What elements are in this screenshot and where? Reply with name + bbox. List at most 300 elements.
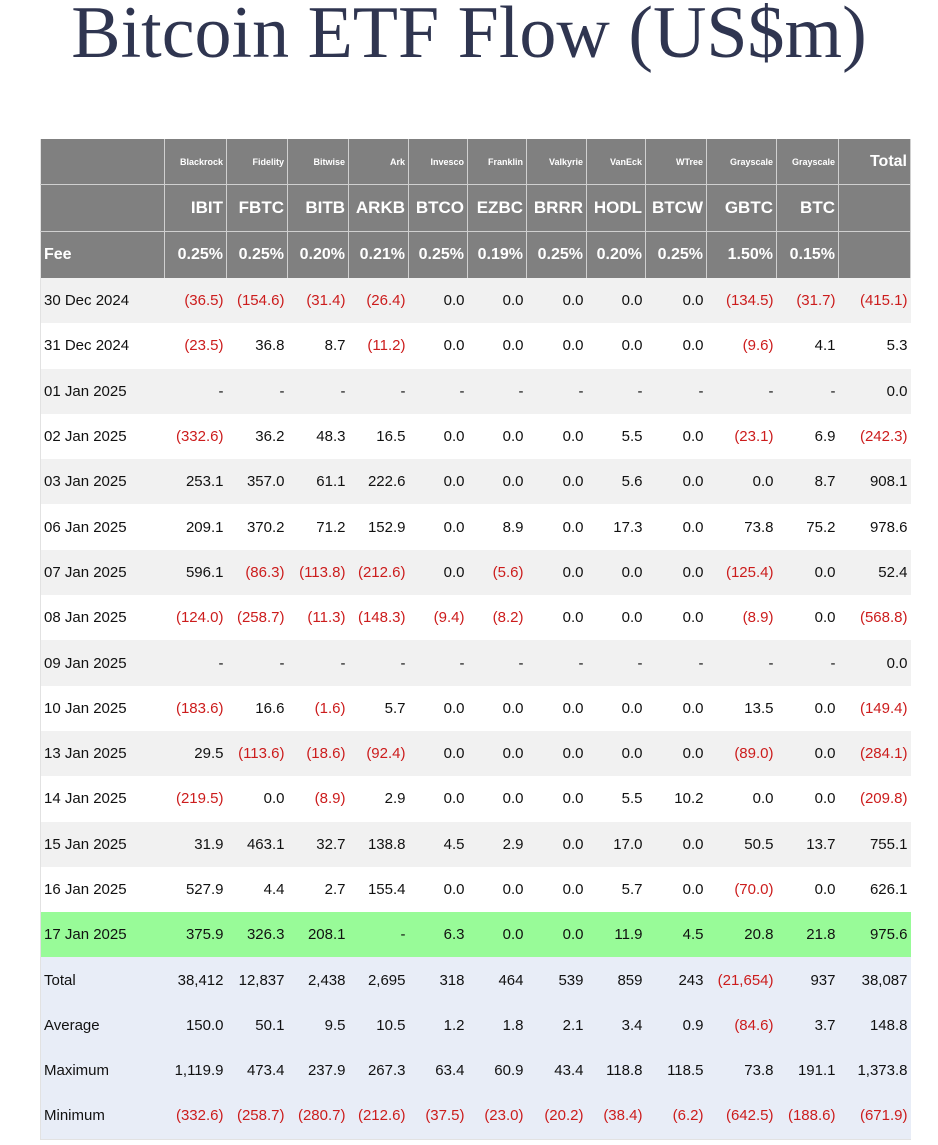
flow-cell: (1.6) [288, 686, 349, 731]
flow-cell: (11.2) [349, 323, 409, 368]
flow-cell: 0.0 [409, 278, 468, 323]
flow-cell: (219.5) [165, 776, 227, 821]
flow-cell: 0.0 [777, 550, 839, 595]
summary-cell: (38.4) [587, 1093, 646, 1139]
table-row [41, 323, 911, 368]
flow-cell: 2.7 [288, 867, 349, 912]
flow-cell: 0.0 [777, 867, 839, 912]
flow-cell: 0.0 [527, 867, 587, 912]
issuer-header-cell: VanEck [587, 139, 646, 185]
flow-cell: 16.5 [349, 414, 409, 459]
flow-cell: (31.4) [288, 278, 349, 323]
summary-cell: (20.2) [527, 1093, 587, 1139]
flow-cell: (36.5) [165, 278, 227, 323]
issuer-header-cell: Blackrock [165, 139, 227, 185]
flow-cell-label: 14 Jan 2025 [41, 776, 165, 821]
flow-cell: 36.8 [227, 323, 288, 368]
fee-cell [839, 232, 911, 279]
flow-cell: - [587, 369, 646, 414]
flow-cell: 0.0 [646, 550, 707, 595]
fee-cell: 0.20% [587, 232, 646, 279]
flow-cell: 0.0 [646, 731, 707, 776]
summary-cell: 60.9 [468, 1048, 527, 1093]
flow-cell: 50.5 [707, 822, 777, 867]
summary-cell: 937 [777, 957, 839, 1002]
flow-cell: (23.5) [165, 323, 227, 368]
flow-cell: (9.6) [707, 323, 777, 368]
page-title: Bitcoin ETF Flow (US$m) [71, 0, 867, 74]
flow-cell: 0.0 [527, 912, 587, 957]
flow-cell: 755.1 [839, 822, 911, 867]
table-row [41, 867, 911, 912]
flow-cell: - [165, 369, 227, 414]
summary-cell: 3.7 [777, 1003, 839, 1048]
flow-cell-label: 31 Dec 2024 [41, 323, 165, 368]
etf-flow-table [40, 139, 911, 1140]
flow-cell: 36.2 [227, 414, 288, 459]
flow-cell: 0.0 [587, 278, 646, 323]
flow-cell: 978.6 [839, 504, 911, 549]
ticker-header-cell-label [41, 185, 165, 232]
table-row [41, 776, 911, 821]
flow-cell: 0.0 [646, 278, 707, 323]
flow-cell: 31.9 [165, 822, 227, 867]
flow-cell: 0.0 [646, 686, 707, 731]
flow-cell: (258.7) [227, 595, 288, 640]
flow-cell: 0.0 [527, 731, 587, 776]
flow-cell: (125.4) [707, 550, 777, 595]
flow-cell: 2.9 [349, 776, 409, 821]
flow-cell: 0.0 [468, 414, 527, 459]
flow-cell: 20.8 [707, 912, 777, 957]
summary-cell: (84.6) [707, 1003, 777, 1048]
fee-cell: 0.19% [468, 232, 527, 279]
flow-cell: 0.0 [527, 278, 587, 323]
flow-cell: 0.0 [707, 776, 777, 821]
flow-cell: 0.0 [409, 414, 468, 459]
flow-cell: 4.4 [227, 867, 288, 912]
summary-cell: 859 [587, 957, 646, 1002]
flow-cell: 73.8 [707, 504, 777, 549]
table-row [41, 278, 911, 323]
flow-cell: - [349, 369, 409, 414]
flow-cell: 0.0 [527, 504, 587, 549]
summary-cell: 2,695 [349, 957, 409, 1002]
ticker-header-cell: EZBC [468, 185, 527, 232]
summary-cell: (21,654) [707, 957, 777, 1002]
flow-cell: 0.0 [527, 822, 587, 867]
flow-cell-label: 01 Jan 2025 [41, 369, 165, 414]
flow-cell: 10.2 [646, 776, 707, 821]
flow-cell: - [227, 640, 288, 685]
flow-cell: 0.0 [227, 776, 288, 821]
flow-cell: (8.9) [288, 776, 349, 821]
ticker-header-cell: BITB [288, 185, 349, 232]
issuer-header-cell-label [41, 139, 165, 185]
ticker-header-cell: FBTC [227, 185, 288, 232]
flow-cell: 0.0 [468, 731, 527, 776]
summary-row [41, 1048, 911, 1093]
issuer-header-cell: Total [839, 139, 911, 185]
flow-cell: 13.7 [777, 822, 839, 867]
table-row [41, 414, 911, 459]
flow-cell: (242.3) [839, 414, 911, 459]
summary-cell: (188.6) [777, 1093, 839, 1139]
flow-cell: 2.9 [468, 822, 527, 867]
summary-cell: 10.5 [349, 1003, 409, 1048]
ticker-header-cell: HODL [587, 185, 646, 232]
summary-cell-label: Average [41, 1003, 165, 1048]
fee-header-row [41, 232, 911, 279]
flow-cell: 0.0 [646, 595, 707, 640]
summary-cell: 1.2 [409, 1003, 468, 1048]
summary-cell: 1,373.8 [839, 1048, 911, 1093]
flow-cell: - [707, 369, 777, 414]
flow-cell: 253.1 [165, 459, 227, 504]
flow-cell-label: 08 Jan 2025 [41, 595, 165, 640]
flow-cell: 0.0 [777, 776, 839, 821]
flow-cell: - [227, 369, 288, 414]
summary-row [41, 1093, 911, 1139]
flow-cell: (113.6) [227, 731, 288, 776]
summary-cell: 43.4 [527, 1048, 587, 1093]
flow-cell: (23.1) [707, 414, 777, 459]
flow-cell-label: 15 Jan 2025 [41, 822, 165, 867]
flow-cell: 0.0 [587, 550, 646, 595]
summary-cell: 3.4 [587, 1003, 646, 1048]
flow-cell: 138.8 [349, 822, 409, 867]
flow-cell: - [587, 640, 646, 685]
flow-cell: 16.6 [227, 686, 288, 731]
table-row [41, 550, 911, 595]
ticker-header-cell: ARKB [349, 185, 409, 232]
flow-cell: 17.3 [587, 504, 646, 549]
flow-cell: - [646, 369, 707, 414]
issuer-header-row [41, 139, 911, 185]
summary-cell: (280.7) [288, 1093, 349, 1139]
flow-cell: 5.7 [349, 686, 409, 731]
flow-cell: 0.0 [527, 686, 587, 731]
flow-cell: 155.4 [349, 867, 409, 912]
flow-cell: 0.0 [839, 640, 911, 685]
flow-cell: 0.0 [777, 686, 839, 731]
flow-cell-label: 03 Jan 2025 [41, 459, 165, 504]
flow-cell: 463.1 [227, 822, 288, 867]
flow-cell: 0.0 [409, 686, 468, 731]
summary-cell: 12,837 [227, 957, 288, 1002]
table-row [41, 595, 911, 640]
flow-cell: (124.0) [165, 595, 227, 640]
flow-cell: 75.2 [777, 504, 839, 549]
flow-cell: 357.0 [227, 459, 288, 504]
fee-cell: 0.21% [349, 232, 409, 279]
fee-cell: 0.25% [165, 232, 227, 279]
flow-cell: 0.0 [646, 414, 707, 459]
ticker-header-cell: BTCO [409, 185, 468, 232]
summary-cell: 0.9 [646, 1003, 707, 1048]
summary-cell: 150.0 [165, 1003, 227, 1048]
flow-cell: 5.3 [839, 323, 911, 368]
flow-cell: 326.3 [227, 912, 288, 957]
flow-cell: 222.6 [349, 459, 409, 504]
flow-cell: 17.0 [587, 822, 646, 867]
flow-cell: (148.3) [349, 595, 409, 640]
table-row [41, 640, 911, 685]
flow-cell: 0.0 [409, 323, 468, 368]
flow-cell: (332.6) [165, 414, 227, 459]
flow-cell: 0.0 [409, 550, 468, 595]
flow-cell-label: 30 Dec 2024 [41, 278, 165, 323]
flow-cell: 71.2 [288, 504, 349, 549]
flow-cell: 0.0 [587, 323, 646, 368]
issuer-header-cell: Valkyrie [527, 139, 587, 185]
flow-cell: 0.0 [527, 414, 587, 459]
flow-cell: - [527, 640, 587, 685]
flow-cell: 0.0 [587, 686, 646, 731]
flow-cell: 0.0 [587, 595, 646, 640]
summary-cell: 464 [468, 957, 527, 1002]
issuer-header-cell: Ark [349, 139, 409, 185]
summary-cell: 1,119.9 [165, 1048, 227, 1093]
summary-cell: 243 [646, 957, 707, 1002]
summary-cell: 318 [409, 957, 468, 1002]
flow-cell: 208.1 [288, 912, 349, 957]
flow-cell: 0.0 [409, 731, 468, 776]
flow-cell-label: 16 Jan 2025 [41, 867, 165, 912]
flow-cell: (154.6) [227, 278, 288, 323]
summary-cell: (37.5) [409, 1093, 468, 1139]
flow-cell: 5.5 [587, 776, 646, 821]
flow-cell-label: 02 Jan 2025 [41, 414, 165, 459]
flow-cell: 0.0 [646, 504, 707, 549]
flow-cell: (5.6) [468, 550, 527, 595]
flow-cell: 6.3 [409, 912, 468, 957]
fee-cell: 0.25% [409, 232, 468, 279]
ticker-header-cell: IBIT [165, 185, 227, 232]
flow-cell: 0.0 [646, 323, 707, 368]
ticker-header-cell: BRRR [527, 185, 587, 232]
flow-cell: (568.8) [839, 595, 911, 640]
ticker-header-cell: GBTC [707, 185, 777, 232]
summary-cell: 118.8 [587, 1048, 646, 1093]
flow-cell: (212.6) [349, 550, 409, 595]
flow-cell: 8.7 [777, 459, 839, 504]
flow-cell: 0.0 [409, 459, 468, 504]
flow-cell: (8.9) [707, 595, 777, 640]
flow-cell: 0.0 [646, 867, 707, 912]
flow-cell: - [527, 369, 587, 414]
flow-cell-label: 07 Jan 2025 [41, 550, 165, 595]
flow-cell: - [409, 640, 468, 685]
flow-cell: 0.0 [707, 459, 777, 504]
summary-cell-label: Maximum [41, 1048, 165, 1093]
summary-cell: (258.7) [227, 1093, 288, 1139]
flow-cell: 0.0 [409, 776, 468, 821]
ticker-header-cell: BTC [777, 185, 839, 232]
flow-cell: 975.6 [839, 912, 911, 957]
flow-cell: 0.0 [777, 731, 839, 776]
flow-cell: 0.0 [527, 550, 587, 595]
table-row [41, 504, 911, 549]
flow-cell: (209.8) [839, 776, 911, 821]
flow-cell: 0.0 [587, 731, 646, 776]
issuer-header-cell: Grayscale [707, 139, 777, 185]
flow-cell: - [646, 640, 707, 685]
ticker-header-cell: BTCW [646, 185, 707, 232]
flow-cell: (284.1) [839, 731, 911, 776]
flow-cell: (26.4) [349, 278, 409, 323]
summary-cell: 50.1 [227, 1003, 288, 1048]
summary-row [41, 957, 911, 1002]
flow-cell: 0.0 [468, 776, 527, 821]
flow-cell: 21.8 [777, 912, 839, 957]
summary-cell: (212.6) [349, 1093, 409, 1139]
flow-cell: 52.4 [839, 550, 911, 595]
flow-cell: (31.7) [777, 278, 839, 323]
flow-cell: 626.1 [839, 867, 911, 912]
flow-cell: - [409, 369, 468, 414]
flow-cell: 29.5 [165, 731, 227, 776]
summary-cell: 237.9 [288, 1048, 349, 1093]
issuer-header-cell: Bitwise [288, 139, 349, 185]
flow-cell: - [468, 640, 527, 685]
flow-cell: 908.1 [839, 459, 911, 504]
issuer-header-cell: Fidelity [227, 139, 288, 185]
flow-cell: 13.5 [707, 686, 777, 731]
flow-cell: 5.5 [587, 414, 646, 459]
flow-cell: 0.0 [527, 776, 587, 821]
flow-cell: 0.0 [839, 369, 911, 414]
fee-cell: 0.25% [646, 232, 707, 279]
summary-cell: 539 [527, 957, 587, 1002]
fee-cell: 0.15% [777, 232, 839, 279]
flow-cell: (415.1) [839, 278, 911, 323]
summary-cell: 2.1 [527, 1003, 587, 1048]
table-row [41, 731, 911, 776]
flow-cell: 8.7 [288, 323, 349, 368]
issuer-header-cell: Franklin [468, 139, 527, 185]
summary-cell: 118.5 [646, 1048, 707, 1093]
flow-cell: 0.0 [468, 278, 527, 323]
flow-cell-label: 10 Jan 2025 [41, 686, 165, 731]
summary-cell: 267.3 [349, 1048, 409, 1093]
flow-cell: 596.1 [165, 550, 227, 595]
fee-cell: 0.25% [527, 232, 587, 279]
table-row [41, 459, 911, 504]
issuer-header-cell: Invesco [409, 139, 468, 185]
fee-cell: 0.25% [227, 232, 288, 279]
flow-cell: - [349, 912, 409, 957]
summary-cell: (642.5) [707, 1093, 777, 1139]
flow-cell: 0.0 [468, 323, 527, 368]
flow-cell: (18.6) [288, 731, 349, 776]
flow-cell: 0.0 [409, 867, 468, 912]
table-row [41, 912, 911, 957]
issuer-header-cell: WTree [646, 139, 707, 185]
flow-cell: 209.1 [165, 504, 227, 549]
flow-cell: 152.9 [349, 504, 409, 549]
flow-cell: (8.2) [468, 595, 527, 640]
flow-cell: 5.6 [587, 459, 646, 504]
table-row [41, 369, 911, 414]
summary-cell: 2,438 [288, 957, 349, 1002]
summary-cell: (23.0) [468, 1093, 527, 1139]
flow-cell: (11.3) [288, 595, 349, 640]
flow-cell: 0.0 [409, 504, 468, 549]
flow-cell: 32.7 [288, 822, 349, 867]
flow-cell: - [777, 640, 839, 685]
flow-cell: 48.3 [288, 414, 349, 459]
flow-cell: 4.5 [409, 822, 468, 867]
summary-cell: 148.8 [839, 1003, 911, 1048]
flow-cell: 4.1 [777, 323, 839, 368]
flow-cell: 4.5 [646, 912, 707, 957]
flow-cell: 0.0 [468, 686, 527, 731]
ticker-header-row [41, 185, 911, 232]
summary-cell: (332.6) [165, 1093, 227, 1139]
flow-cell: 61.1 [288, 459, 349, 504]
flow-cell: (183.6) [165, 686, 227, 731]
flow-cell: - [288, 640, 349, 685]
summary-cell: (6.2) [646, 1093, 707, 1139]
summary-cell: 191.1 [777, 1048, 839, 1093]
table-row [41, 822, 911, 867]
flow-cell: 375.9 [165, 912, 227, 957]
fee-cell-label: Fee [41, 232, 165, 279]
flow-cell: (134.5) [707, 278, 777, 323]
flow-cell: 370.2 [227, 504, 288, 549]
flow-cell: 0.0 [646, 822, 707, 867]
flow-cell: (86.3) [227, 550, 288, 595]
flow-cell: - [777, 369, 839, 414]
flow-cell: 5.7 [587, 867, 646, 912]
flow-cell: - [349, 640, 409, 685]
summary-row [41, 1003, 911, 1048]
summary-cell-label: Minimum [41, 1093, 165, 1139]
flow-cell: 8.9 [468, 504, 527, 549]
flow-cell: 527.9 [165, 867, 227, 912]
summary-cell: 63.4 [409, 1048, 468, 1093]
table-row [41, 686, 911, 731]
fee-cell: 1.50% [707, 232, 777, 279]
summary-cell: 38,087 [839, 957, 911, 1002]
summary-cell-label: Total [41, 957, 165, 1002]
summary-cell: 9.5 [288, 1003, 349, 1048]
flow-cell-label: 06 Jan 2025 [41, 504, 165, 549]
flow-cell: 0.0 [527, 595, 587, 640]
flow-cell: - [468, 369, 527, 414]
flow-cell: (149.4) [839, 686, 911, 731]
flow-cell: 11.9 [587, 912, 646, 957]
flow-cell: (70.0) [707, 867, 777, 912]
flow-cell-label: 13 Jan 2025 [41, 731, 165, 776]
flow-cell: 0.0 [646, 459, 707, 504]
issuer-header-cell: Grayscale [777, 139, 839, 185]
flow-cell: - [707, 640, 777, 685]
flow-cell-label: 09 Jan 2025 [41, 640, 165, 685]
flow-cell: (92.4) [349, 731, 409, 776]
flow-cell: 0.0 [777, 595, 839, 640]
flow-cell: 0.0 [527, 323, 587, 368]
flow-cell: (9.4) [409, 595, 468, 640]
flow-cell: 0.0 [527, 459, 587, 504]
flow-cell: (89.0) [707, 731, 777, 776]
summary-cell: 1.8 [468, 1003, 527, 1048]
flow-cell: - [165, 640, 227, 685]
summary-cell: 73.8 [707, 1048, 777, 1093]
flow-cell: - [288, 369, 349, 414]
summary-cell: (671.9) [839, 1093, 911, 1139]
